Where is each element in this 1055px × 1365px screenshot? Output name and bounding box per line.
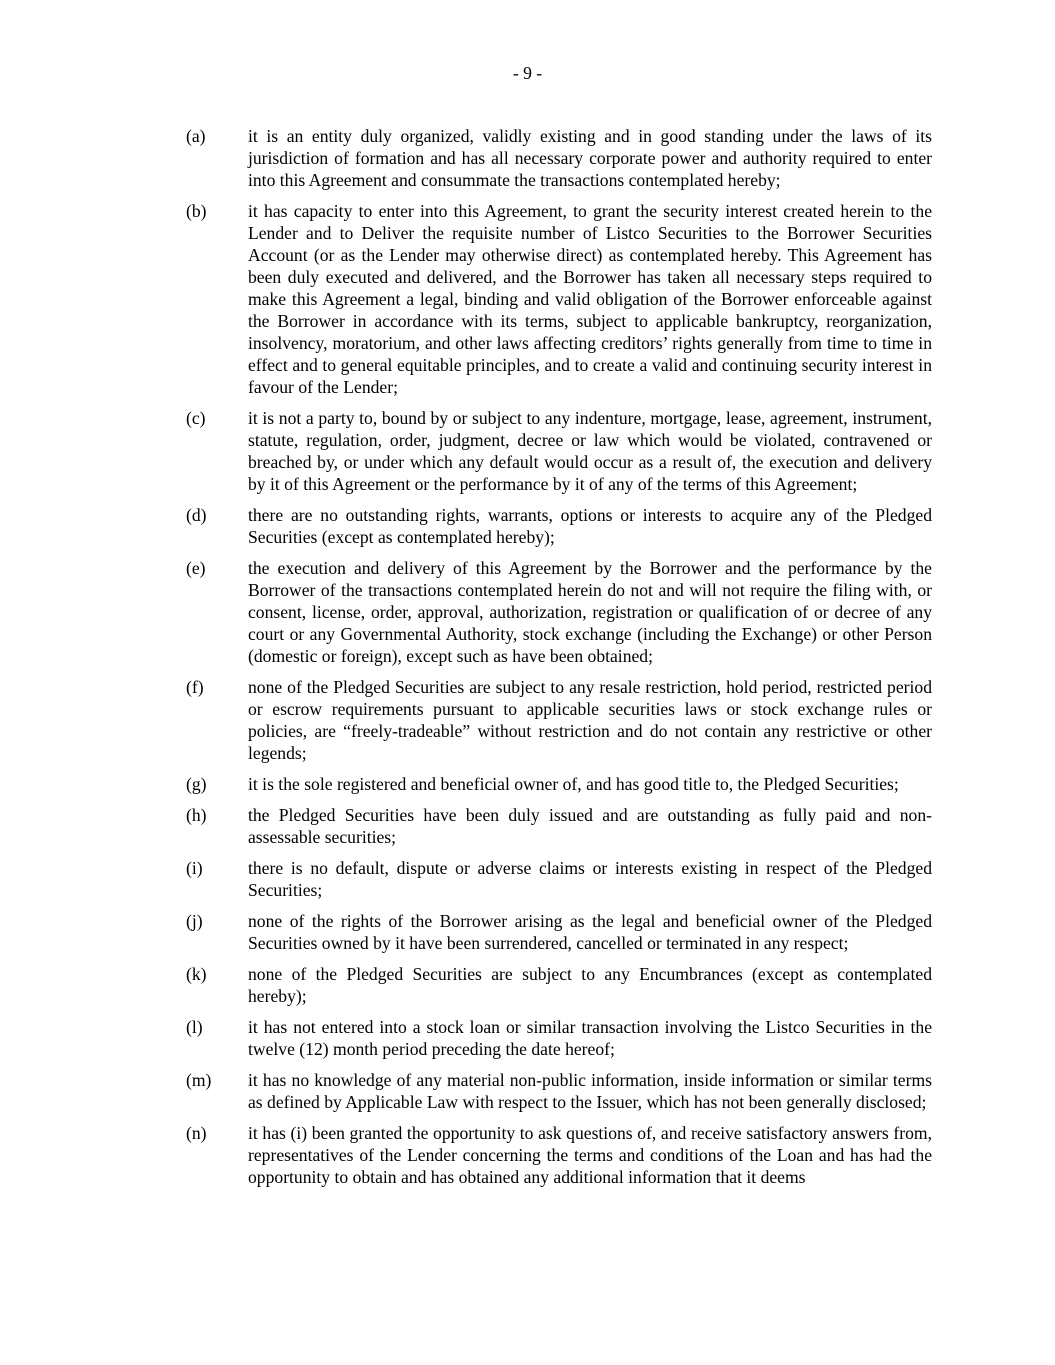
representations-list [186,125,932,1197]
clause-text: the execution and delivery of this Agreement by the Borrower and the performance by the Borrower of the transactions contemplated herein do not and will not require the filing with, or consent, license, order, approval, authorization, registration or qualification of or decree of any court or any Governmental Authority, stock exchange (including the Exchange) or other Person (domestic or foreign), except such as have been obtained; [248,558,932,666]
clause-d [186,504,932,548]
clause-text: it has (i) been granted the opportunity to ask questions of, and receive satisfactory answers from, representatives of the Lender concerning the terms and conditions of the Loan and has had the opportunity to obtain and has obtained any additional information that it deems [248,1123,932,1187]
clause-text: the Pledged Securities have been duly issued and are outstanding as fully paid and non-assessable securities; [248,805,932,847]
clause-text: it has not entered into a stock loan or similar transaction involving the Listco Securities in the twelve (12) month period preceding the date hereof; [248,1017,932,1059]
clause-label: (h) [186,805,207,825]
clause-text: there is no default, dispute or adverse claims or interests existing in respect of the Pledged Securities; [248,858,932,900]
clause-text: none of the Pledged Securities are subject to any resale restriction, hold period, restricted period or escrow requirements pursuant to applicable securities laws or stock exchange rules or policies, are “freely-tradeable” without restriction and do not contain any restrictive or other legends; [248,677,932,763]
clause-label: (a) [186,126,206,146]
clause-i [186,857,932,901]
clause-text: it is the sole registered and beneficial owner of, and has good title to, the Pledged Securities; [248,774,899,794]
clause-l [186,1016,932,1060]
clause-label: (c) [186,408,206,428]
clause-label: (k) [186,964,207,984]
clause-text: it is not a party to, bound by or subject to any indenture, mortgage, lease, agreement, instrument, statute, regulation, order, judgment, decree or law which would be violated, contravened or breached by, or under which any default would occur as a result of, the execution and delivery by it of this Agreement or the performance by it of any of the terms of this Agreement; [248,408,932,494]
page-number: - 9 - [512,63,543,83]
clause-label: (l) [186,1017,203,1037]
clause-label: (n) [186,1123,207,1143]
clause-e [186,557,932,667]
clause-label: (e) [186,558,206,578]
clause-text: it is an entity duly organized, validly existing and in good standing under the laws of its jurisdiction of formation and has all necessary corporate power and authority required to enter into this Agreement and consummate the transactions contemplated hereby; [248,126,932,190]
clause-text: it has no knowledge of any material non-public information, inside information or similar terms as defined by Applicable Law with respect to the Issuer, which has not been generally disclosed; [248,1070,932,1112]
clause-label: (d) [186,505,207,525]
clause-label: (m) [186,1070,212,1090]
clause-f [186,676,932,764]
clause-label: (g) [186,774,207,794]
clause-label: (i) [186,858,203,878]
clause-h [186,804,932,848]
clause-m [186,1069,932,1113]
clause-n [186,1122,932,1188]
clause-text: none of the Pledged Securities are subject to any Encumbrances (except as contemplated hereby); [248,964,932,1006]
clause-text: it has capacity to enter into this Agreement, to grant the security interest created herein to the Lender and to Deliver the requisite number of Listco Securities to the Borrower Securities Account (or as the Lender may otherwise direct) as contemplated hereby. This Agreement has been duly executed and delivered, and the Borrower has taken all necessary steps required to make this Agreement a legal, binding and valid obligation of the Borrower enforceable against the Borrower in accordance with its terms, subject to applicable bankruptcy, reorganization, insolvency, moratorium, and other laws affecting creditors’ rights generally from time to time in effect and to general equitable principles, and to create a valid and continuing security interest in favour of the Lender; [248,201,932,397]
clause-text: there are no outstanding rights, warrants, options or interests to acquire any of the Pledged Securities (except as contemplated hereby); [248,505,932,547]
clause-text: none of the rights of the Borrower arising as the legal and beneficial owner of the Pledged Securities owned by it have been surrendered, cancelled or terminated in any respect; [248,911,932,953]
clause-j [186,910,932,954]
clause-c [186,407,932,495]
clause-b [186,200,932,398]
clause-k [186,963,932,1007]
clause-label: (b) [186,201,207,221]
clause-a [186,125,932,191]
clause-label: (j) [186,911,203,931]
clause-g [186,773,932,795]
clause-label: (f) [186,677,204,697]
